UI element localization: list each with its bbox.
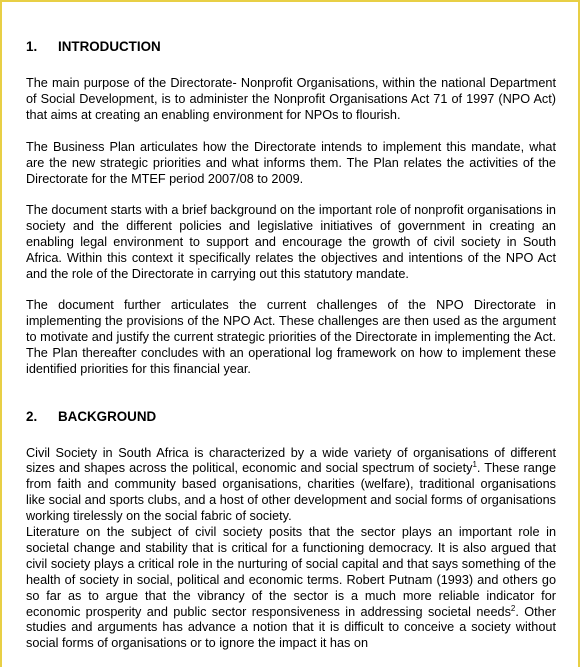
section-heading-introduction <box>26 38 556 56</box>
section-number: 2. <box>26 408 38 424</box>
section-title: BACKGROUND <box>58 408 157 424</box>
paragraph-text: . These range from faith and community based organisations, charities (welfare), traditional organisations like social and sports clubs, and a host of other development and social forms of organisations working tirelessly on the social fabric of society. <box>26 461 556 524</box>
paragraph-text: Literature on the subject of civil society posits that the sector plays an important role in societal change and stability that is critical for a functioning democracy. It is also argued that civil society plays a critical role in the nurturing of social capital and that says something of the health of society in social, political and economic terms. Robert Putnam (1993) and others go so far as to argue that the vibrancy of the sector is a much more reliable indicator for economic prosperity and public sector responsiveness in addressing societal needs <box>26 525 556 619</box>
paragraph: The main purpose of the Directorate- Nonprofit Organisations, within the national Department of Social Development, is to administer the Nonprofit Organisations Act 71 of 1997 (NPO Act) that aims at creating an enabling environment for NPOs to flourish. <box>26 76 556 122</box>
paragraph: The document further articulates the current challenges of the NPO Directorate in implementing the provisions of the NPO Act. These challenges are then used as the argument to motivate and justify the current strategic priorities of the Directorate in implementing the Act. The Plan thereafter concludes with an operational log framework on how to implement these identified priorities for this financial year. <box>26 297 556 376</box>
footnote-ref[interactable]: 1 <box>472 460 477 470</box>
paragraph: The Business Plan articulates how the Directorate intends to implement this mandate, what are the new strategic priorities and what informs them. The Plan relates the activities of the Directorate for the MTEF period 2007/08 to 2009. <box>26 139 556 186</box>
document-content <box>26 38 556 652</box>
paragraph-text: Civil Society in South Africa is characterized by a wide variety of organisations of different sizes and shapes across the political, economic and social spectrum of society <box>26 445 556 476</box>
section-heading-background <box>26 408 556 426</box>
paragraph <box>26 525 556 652</box>
section-number: 1. <box>26 39 38 54</box>
paragraph-text: . Other studies and arguments has advance a notion that it is difficult to conceive a society without social forms of organisations or to ignore the impact it has on <box>26 604 557 651</box>
paragraph: The document starts with a brief background on the important role of nonprofit organisations in society and the different policies and legislative initiatives of government in creating an enabling legal environment to support and encourage the growth of civil society in South Africa. Within this context it specifically relates the objectives and intentions of the NPO Act and the role of the Directorate in carrying out this statutory mandate. <box>26 203 556 282</box>
footnote-ref[interactable]: 2 <box>510 603 516 613</box>
paragraph <box>26 446 556 526</box>
section-title: INTRODUCTION <box>58 39 161 54</box>
